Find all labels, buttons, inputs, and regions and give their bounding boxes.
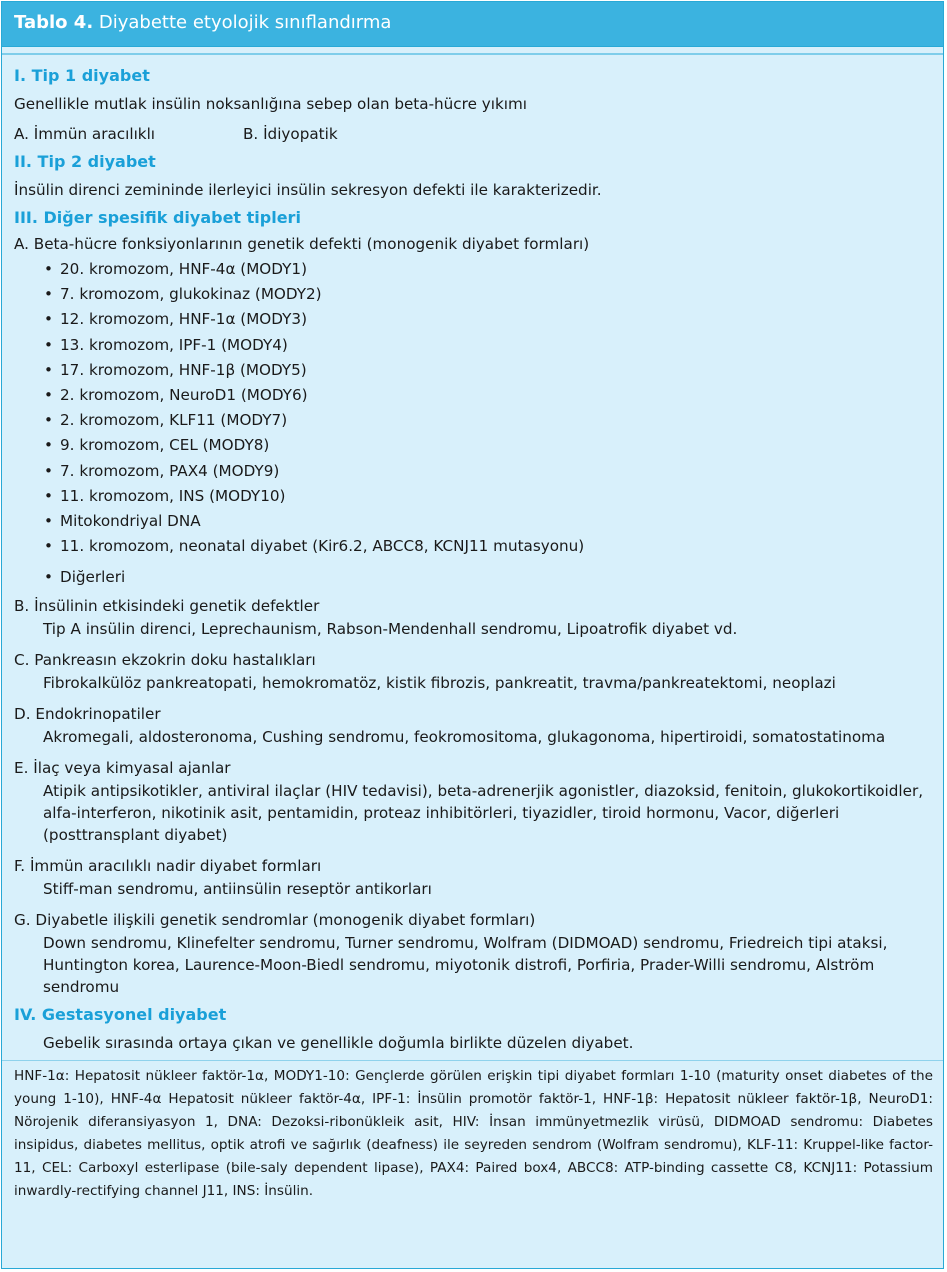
list-item: • 13. kromozom, IPF-1 (MODY4) (44, 333, 933, 358)
group-body: Tip A insülin direnci, Leprechaunism, Rabson-Mendenhall sendromu, Lipoatrofik diyabet vd. (43, 620, 738, 639)
list-item: • 12. kromozom, HNF-1α (MODY3) (44, 307, 933, 332)
list-item: • Diğerleri (44, 559, 933, 590)
group-d (14, 702, 933, 748)
group-title: F. İmmün aracılıklı nadir diyabet formları (14, 857, 322, 876)
list-item: • 2. kromozom, KLF11 (MODY7) (44, 408, 933, 433)
section-heading-other: III. Diğer spesifik diyabet tipleri (14, 208, 301, 227)
list-item: • 11. kromozom, neonatal diyabet (Kir6.2, ABCC8, KCNJ11 mutasyonu) (44, 534, 933, 559)
group-title: C. Pankreasın ekzokrin doku hastalıkları (14, 651, 316, 670)
group-body: Down sendromu, Klinefelter sendromu, Turner sendromu, Wolfram (DIDMOAD) sendromu, Friedreich tipi ataksi, Huntington korea, Laurence-Moon-Biedl sendromu, miyotonik distrofi, Porfiria, Prader-Willi sendromu, Alström sendromu (43, 934, 888, 997)
section-heading-gestational: IV. Gestasyonel diyabet (14, 1005, 227, 1025)
group-title: B. İnsülinin etkisindeki genetik defektler (14, 597, 320, 616)
list-item: • 7. kromozom, PAX4 (MODY9) (44, 459, 933, 484)
type1-subtypes (14, 119, 933, 149)
group-e (14, 756, 933, 846)
abbreviations-footnote: HNF-1α: Hepatosit nükleer faktör-1α, MODY1-10: Gençlerde görülen erişkin tipi diyabet formları 1-10 (maturity onset diabetes of the young 1-10), HNF-4α Hepatosit nükleer faktör-4α, IPF-1: İnsülin promotör faktör-1, HNF-1β: Hepatosit nükleer faktör-1β, NeuroD1: Nörojenik diferansiyasyon 1, DNA: Dezoksi-ribonükleik asit, HIV: İnsan immünyetmezlik virüsü, DIDMOAD sendromu: Diabetes insipidus, diabetes mellitus, optik atrofi ve sağırlık (deafness) ile seyreden sendrom (Wolfram sendromu), KLF-11: Kruppel-like factor-11, CEL: Carboxyl esterlipase (bile-saly dependent lipase), PAX4: Paired box4, ABCC8: ATP-binding cassette C8, KCNJ11: Potassium inwardly-rectifying channel J11, INS: İnsülin. (2, 1060, 943, 1203)
list-item: • 9. kromozom, CEL (MODY8) (44, 433, 933, 458)
group-f (14, 854, 933, 900)
section-heading-type1: I. Tip 1 diyabet (14, 66, 150, 85)
group-title: E. İlaç veya kimyasal ajanlar (14, 759, 231, 778)
list-item: • 2. kromozom, NeuroD1 (MODY6) (44, 383, 933, 408)
list-item: • 20. kromozom, HNF-4α (MODY1) (44, 257, 933, 282)
list-item: • 11. kromozom, INS (MODY10) (44, 484, 933, 509)
group-title: G. Diyabetle ilişkili genetik sendromlar (monogenik diyabet formları) (14, 911, 536, 930)
table-title: Diyabette etyolojik sınıflandırma (98, 12, 392, 33)
group-c (14, 648, 933, 694)
group-title: D. Endokrinopatiler (14, 705, 161, 724)
table-number: Tablo 4. (14, 12, 94, 33)
table-content (2, 53, 943, 1058)
type1-subtype-b: B. İdiyopatik (243, 125, 338, 143)
group-g (14, 908, 933, 998)
type1-subtype-a: A. İmmün aracılıklı (14, 125, 156, 143)
group-body: Atipik antipsikotikler, antiviral ilaçlar (HIV tedavisi), beta-adrenerjik agonistler, diazoksid, fenitoin, glukokortikoidler, alfa-interferon, nikotinik asit, pentamidin, proteaz inhibitörleri, tiyazidler, tiroid hormonu, Vacor, diğerleri (posttransplant diyabet) (43, 782, 924, 845)
type2-description: İnsülin direnci zemininde ilerleyici insülin sekresyon defekti ile karakterizedir. (14, 181, 602, 199)
list-item: • 7. kromozom, glukokinaz (MODY2) (44, 282, 933, 307)
list-item: • 17. kromozom, HNF-1β (MODY5) (44, 358, 933, 383)
gestational-description: Gebelik sırasında ortaya çıkan ve genellikle doğumla birlikte düzelen diyabet. (43, 1034, 634, 1053)
group-body: Fibrokalkülöz pankreatopati, hemokromatöz, kistik fibrozis, pankreatit, travma/pankreatektomi, neoplazi (43, 674, 836, 693)
table-title-bar (2, 2, 943, 47)
group-body: Stiff-man sendromu, antiinsülin reseptör antikorları (43, 880, 432, 899)
list-item: • Mitokondriyal DNA (44, 509, 933, 534)
other-a-title: A. Beta-hücre fonksiyonlarının genetik defekti (monogenik diyabet formları) (14, 235, 590, 253)
group-b (14, 594, 933, 640)
table-panel (1, 1, 944, 1269)
type1-description: Genellikle mutlak insülin noksanlığına sebep olan beta-hücre yıkımı (14, 95, 527, 113)
mody-bullet-list (14, 257, 933, 590)
section-heading-type2: II. Tip 2 diyabet (14, 152, 156, 171)
group-body: Akromegali, aldosteronoma, Cushing sendromu, feokromositoma, glukagonoma, hipertiroidi, somatostatinoma (43, 728, 886, 747)
